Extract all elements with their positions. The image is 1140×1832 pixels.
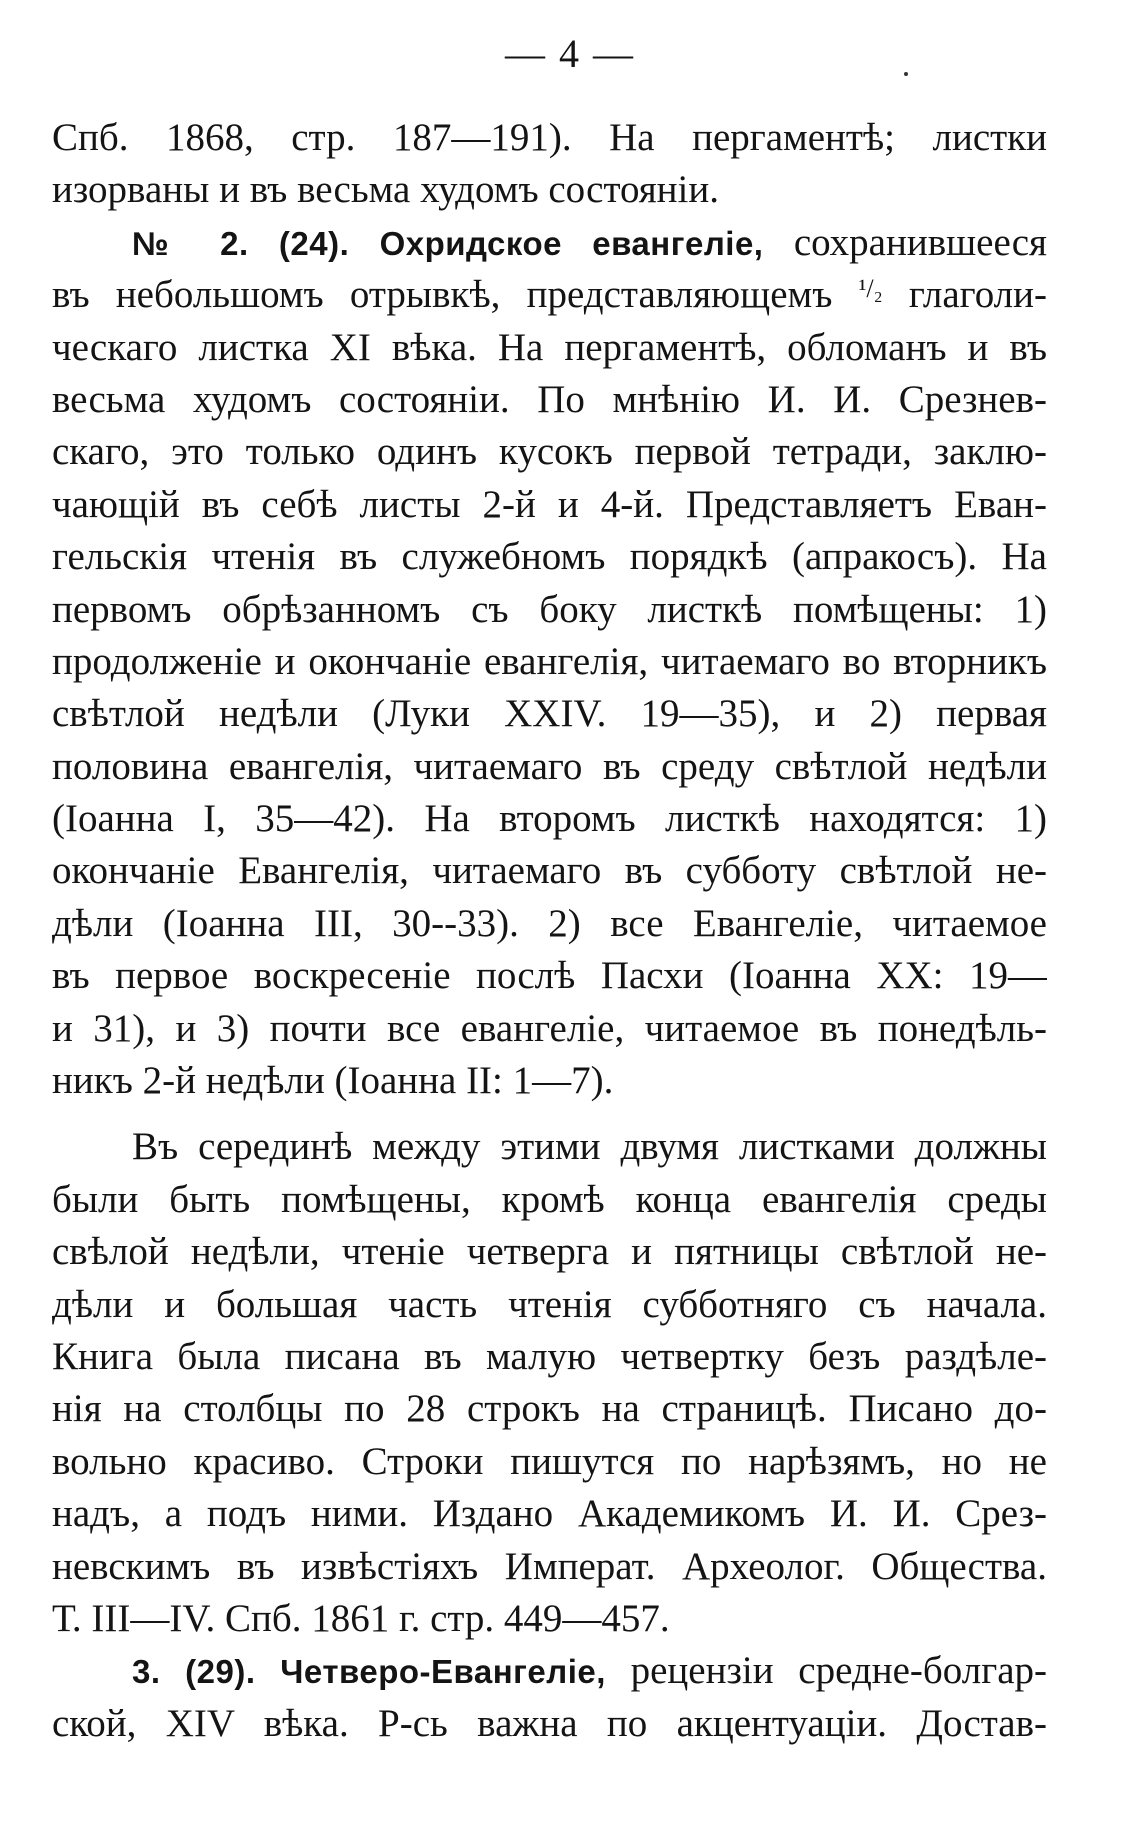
entry-3-heading-line <box>52 1645 1047 1697</box>
text-line: вольно красиво. Строки пишутся по нарѣзямъ, но не <box>52 1439 1047 1483</box>
text-line: свѣтлой недѣли (Луки XXIV. 19—35), и 2) первая <box>52 692 1047 736</box>
text-fragment: въ небольшомъ отрывкѣ, представляющемъ <box>52 273 833 317</box>
text-line: надъ, а подъ ними. Издано Академикомъ И. И. Срез- <box>52 1492 1047 1536</box>
text-line: изорваны и въ весьма худомъ состояніи. <box>52 168 719 212</box>
text-fragment: сохранившееся <box>793 220 1047 264</box>
text-line: скаго, это только одинъ кусокъ первой тетради, заклю- <box>52 430 1047 474</box>
paragraph-gap <box>52 1107 1047 1121</box>
page-body <box>52 112 1047 1750</box>
text-line: Спб. 1868, стр. 187—191). На пергаментѣ; листки <box>52 116 1047 159</box>
text-line: свѣлой недѣли, чтеніе четверга и пятницы свѣтлой не- <box>52 1230 1047 1274</box>
text-fragment: глаголи- <box>908 273 1047 317</box>
text-line: (Іоанна I, 35—42). На второмъ листкѣ находятся: 1) <box>52 797 1047 841</box>
text-line: нія на столбцы по 28 строкъ на страницѣ. Писано до- <box>52 1387 1047 1431</box>
text-fragment: рецензіи средне-болгар- <box>630 1649 1047 1693</box>
fraction: ¹/₂ <box>858 274 883 304</box>
entry-2-number: № 2. (24). <box>132 224 350 262</box>
text-line: весьма худомъ состояніи. По мнѣнію И. И. Срезнев- <box>52 377 1047 421</box>
text-line: гельскія чтенія въ служебномъ порядкѣ (апракосъ). На <box>52 535 1047 579</box>
text-line: половина евангелія, читаемаго въ среду свѣтлой недѣли <box>52 744 1047 788</box>
text-line: въ первое воскресеніе послѣ Пасхи (Іоанна XX: 19— <box>52 954 1047 998</box>
text-line: Книга была писана въ малую четвертку безъ раздѣле- <box>52 1334 1047 1378</box>
text-line: были быть помѣщены, кромѣ конца евангелія среды <box>52 1177 1047 1221</box>
text-line: окончаніе Евангелія, читаемаго въ субботу свѣтлой не- <box>52 849 1047 893</box>
page-number: — 4 — <box>505 31 635 76</box>
text-line: дѣли и большая часть чтенія субботняго съ начала. <box>52 1282 1047 1326</box>
print-speck <box>904 72 908 76</box>
text-line: ческаго листка XI вѣка. На пергаментѣ, обломанъ и въ <box>52 325 1047 369</box>
text-line: Т. III—IV. Спб. 1861 г. стр. 449—457. <box>52 1596 670 1640</box>
text-line: чающій въ себѣ листы 2-й и 4-й. Представляетъ Еван- <box>52 482 1047 526</box>
entry-3-title: Четверо-Евангеліе, <box>280 1653 606 1691</box>
entry-3-number: 3. (29). <box>132 1653 256 1691</box>
text-line: никъ 2-й недѣли (Іоанна II: 1—7). <box>52 1059 614 1103</box>
entry-2-title: Охридское евангеліе, <box>379 224 764 262</box>
text-line: невскимъ въ извѣстіяхъ Императ. Археолог. Общества. <box>52 1544 1047 1588</box>
text-line: первомъ обрѣзанномъ съ боку листкѣ помѣщены: 1) <box>52 587 1047 631</box>
text-line: Въ серединѣ между этими двумя листками должны <box>132 1125 1047 1169</box>
text-line <box>52 269 1047 321</box>
text-line: и 31), и 3) почти все евангеліе, читаемое въ понедѣль- <box>52 1006 1047 1050</box>
text-line: ской, XIV вѣка. Р-сь важна по акцентуаціи. Достав- <box>52 1701 1047 1745</box>
text-line: дѣли (Іоанна III, 30--33). 2) все Евангеліе, читаемое <box>52 901 1047 945</box>
text-line: продолженіе и окончаніе евангелія, читаемаго во вторникъ <box>52 639 1047 683</box>
entry-2-heading-line <box>52 217 1047 269</box>
